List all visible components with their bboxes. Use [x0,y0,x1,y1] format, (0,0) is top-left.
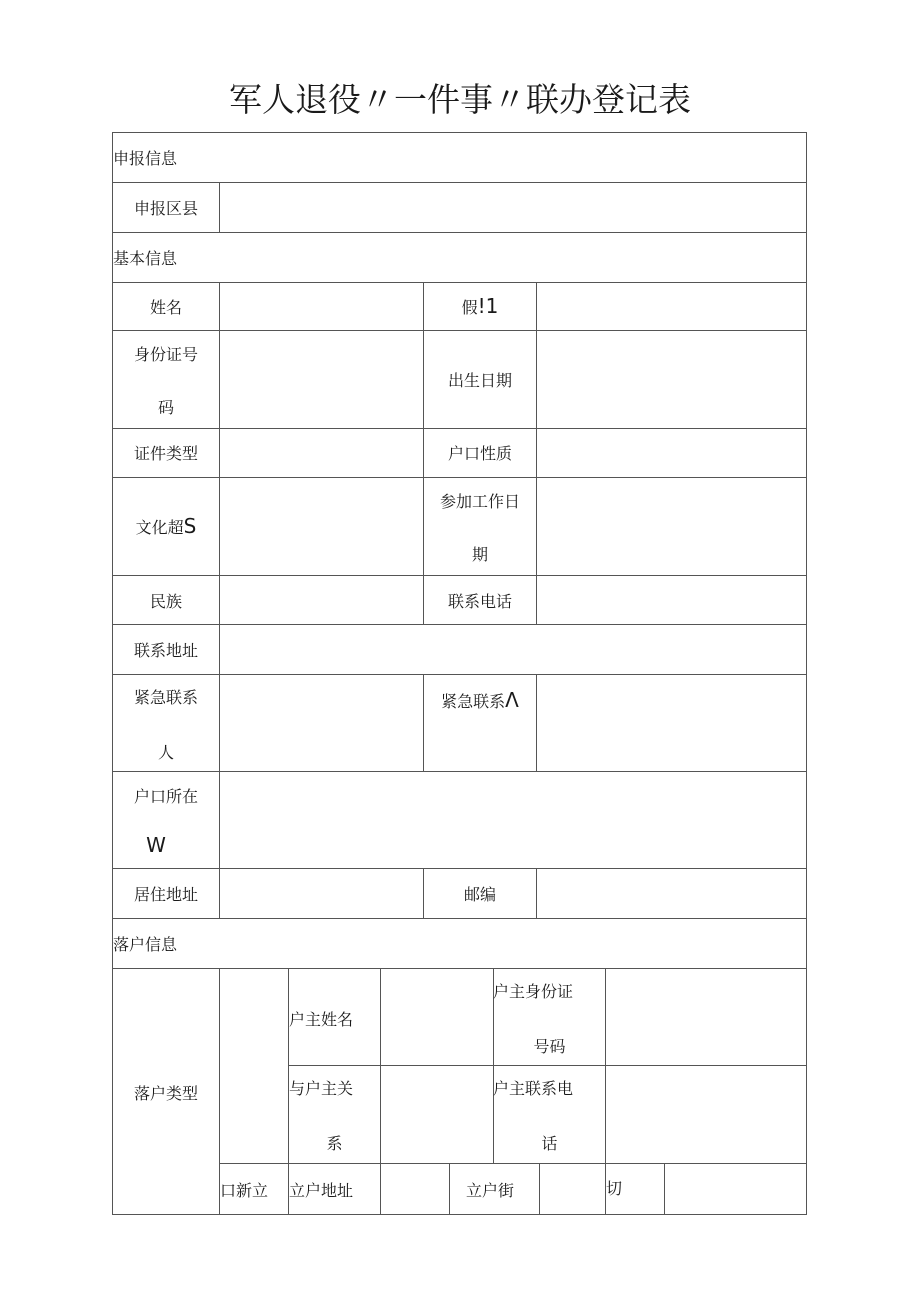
cert-type-label: 证件类型 [133,444,198,463]
owner-phone-input-cell[interactable] [605,1065,807,1164]
new-street-input-cell[interactable] [539,1163,606,1215]
work-date-label-line2: 期 [471,545,488,564]
owner-phone-label-line2: 话 [541,1134,558,1153]
relation-label-line1: 与户主关 [289,1079,354,1098]
id-label-line2: 码 [157,398,174,417]
new-address-label: 立户地址 [289,1181,354,1200]
owner-phone-label-line1: 户主联系电 [493,1079,574,1098]
id-label-line1: 身份证号 [133,345,198,364]
education-label-tail: S [183,514,197,538]
emergency-contact-label-line2: 人 [157,743,174,762]
section-settle-row [112,918,807,969]
section-apply-label: 申报信息 [113,149,178,168]
owner-id-input-cell[interactable] [605,968,807,1066]
settle-type-label: 落户类型 [133,1084,198,1103]
cert-type-input-cell[interactable] [219,428,424,478]
emergency-contact-input-cell[interactable] [219,674,424,772]
address-input-cell[interactable] [219,624,807,675]
address-label: 联系地址 [133,641,198,660]
name-label: 姓名 [149,298,182,317]
section-basic-row [112,232,807,283]
emergency-contact-label-line1: 紧急联系 [133,688,198,707]
education-input-cell[interactable] [219,477,424,576]
residence-input-cell[interactable] [219,868,424,919]
name-input-cell[interactable] [219,282,424,331]
gender-label-main: 假 [461,298,478,317]
section-apply-row [112,132,807,183]
new-household-label: 口新立 [220,1181,269,1200]
gender-input-cell[interactable] [536,282,807,331]
relation-input-cell[interactable] [380,1065,494,1164]
phone-label: 联系电话 [447,592,512,611]
settle-type-option-cell[interactable] [219,968,289,1164]
emergency-phone-label-cell [423,674,537,772]
hukou-nature-input-cell[interactable] [536,428,807,478]
district-label: 申报区县 [133,199,198,218]
postcode-input-cell[interactable] [536,868,807,919]
work-date-input-cell[interactable] [536,477,807,576]
emergency-phone-label [423,690,537,712]
new-address-input-cell[interactable] [380,1163,450,1215]
phone-input-cell[interactable] [536,575,807,625]
section-basic-label: 基本信息 [113,249,178,268]
hukou-location-input-cell[interactable] [219,771,807,869]
cut-input-cell[interactable] [664,1163,807,1215]
owner-name-input-cell[interactable] [380,968,494,1066]
education-label-main: 文化超 [135,518,184,537]
gender-label-tail: !1 [477,294,499,318]
district-input-cell[interactable] [219,182,807,233]
form-title: 军人退役〃一件事〃联办登记表 [229,80,691,119]
work-date-label-line1: 参加工作日 [439,492,520,511]
emergency-phone-label-main: 紧急联系 [441,692,506,711]
cut-label: 切 [606,1179,623,1198]
education-label [112,516,220,538]
ethnic-input-cell[interactable] [219,575,424,625]
relation-label-line2: 系 [326,1134,343,1153]
new-street-label: 立户街 [466,1181,515,1200]
birth-input-cell[interactable] [536,330,807,429]
hukou-location-label-line1: 户口所在 [133,787,198,806]
section-settle-label: 落户信息 [113,935,178,954]
owner-id-label-line1: 户主身份证 [493,982,574,1001]
owner-id-label-line2: 号码 [533,1037,566,1056]
owner-name-label: 户主姓名 [289,1010,354,1029]
birth-label: 出生日期 [447,371,512,390]
hukou-location-label-line2: W [146,833,166,857]
emergency-phone-label-tail: Λ [505,688,519,712]
postcode-label: 邮编 [463,885,496,904]
gender-label [423,296,537,318]
hukou-nature-label: 户口性质 [447,444,512,463]
id-input-cell[interactable] [219,330,424,429]
residence-label: 居住地址 [133,885,198,904]
emergency-phone-input-cell[interactable] [536,674,807,772]
ethnic-label: 民族 [149,592,182,611]
